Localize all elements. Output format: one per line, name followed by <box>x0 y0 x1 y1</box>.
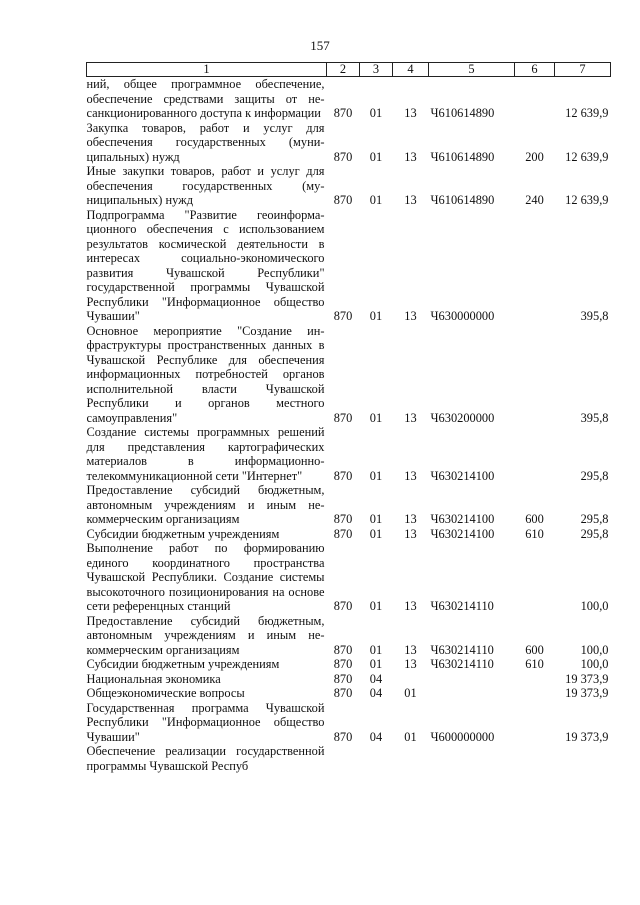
row-amount: 19 373,9 <box>565 686 609 700</box>
row-amount: 12 639,9 <box>565 106 609 120</box>
row-name: Иные закупки товаров, работ и услуг для обеспечения государственных (муниципальных) нужд <box>86 164 325 207</box>
row-name: Предоставление субсидий бюджетным, автономным учреждениям и иным некоммерческим организациям <box>86 483 325 526</box>
row-code-expense-type <box>515 208 555 324</box>
row-code-target <box>429 672 515 687</box>
row-name: Предоставление субсидий бюджетным, автономным учреждениям и иным некоммерческим организациям <box>86 613 325 657</box>
row-name: Основное мероприятие "Создание инфраструктуры пространственных данных в Чувашской Республике для обеспечения информационных потребностей органов исполнительной власти Чувашской Республики и органов местного самоуправления" <box>86 323 325 425</box>
row-code-subsection: 13 <box>404 657 417 671</box>
row-code-section: 01 <box>369 410 383 425</box>
page-number: 157 <box>310 38 330 53</box>
row-amount: 12 639,9 <box>565 193 609 207</box>
row-code-expense-type: 610 <box>525 657 544 671</box>
row-amount: 12 639,9 <box>565 149 609 164</box>
row-code-section: 01 <box>369 512 383 526</box>
row-code-target: Ч630200000 <box>430 410 495 425</box>
row-code-subsection: 13 <box>404 599 417 613</box>
table-body <box>87 77 611 774</box>
row-code-target: Ч630000000 <box>430 309 495 323</box>
row-name: Подпрограмма "Развитие геоинформационного обеспечения с использованием результатов космической деятельности в интересах социально-экономического развития Чувашской Республики" государственной программы Чувашской Республики "Информационное общество Чувашии" <box>86 207 325 323</box>
row-code-section: 04 <box>369 729 383 744</box>
row-amount: 295,8 <box>580 468 609 483</box>
row-code-ministry: 870 <box>333 642 353 657</box>
row-code-section: 01 <box>369 309 383 323</box>
row-code-ministry: 870 <box>333 599 353 613</box>
row-code-section: 01 <box>369 149 383 164</box>
row-code-subsection: 13 <box>404 526 417 541</box>
row-code-ministry: 870 <box>333 671 353 686</box>
row-name: Субсидии бюджетным учреждениям <box>86 657 280 671</box>
row-code-ministry: 870 <box>333 657 353 671</box>
row-code-ministry: 870 <box>333 729 353 744</box>
row-code-subsection <box>393 672 429 687</box>
table-row <box>87 672 611 687</box>
row-code-expense-type: 240 <box>525 193 544 207</box>
row-code-expense-type <box>515 425 555 483</box>
row-amount <box>555 744 611 773</box>
budget-table <box>86 62 611 773</box>
row-code-target: Ч610614890 <box>430 149 495 164</box>
row-code-expense-type <box>515 686 555 701</box>
row-amount: 395,8 <box>580 309 609 323</box>
table-row <box>87 701 611 745</box>
header-col-5: 5 <box>429 63 515 77</box>
row-code-section: 01 <box>369 193 383 207</box>
row-code-section: 01 <box>369 599 383 613</box>
row-code-expense-type <box>515 672 555 687</box>
table-header <box>87 63 611 77</box>
row-code-target <box>429 744 515 773</box>
row-name: Субсидии бюджетным учреждениям <box>86 526 280 541</box>
table-row <box>87 121 611 165</box>
row-code-subsection: 13 <box>404 410 417 425</box>
row-code-section: 04 <box>369 671 383 686</box>
row-code-subsection: 01 <box>404 686 417 700</box>
table-row <box>87 744 611 773</box>
table-row <box>87 527 611 542</box>
row-code-target: Ч630214100 <box>430 468 495 483</box>
row-code-subsection: 13 <box>404 149 417 164</box>
row-name: Обеспечение реализации государственной программы Чувашской Респуб <box>86 744 325 773</box>
row-code-expense-type: 200 <box>525 149 544 164</box>
row-name: ний, общее программное обеспечение, обеспечение средствами защиты от несанкционированного доступа к информации <box>86 77 325 120</box>
row-name: Создание системы программных решений для представления картографических материалов в информационно-телекоммуникационной сети "Интернет" <box>86 425 325 483</box>
table-row <box>87 657 611 672</box>
row-amount: 100,0 <box>580 642 609 657</box>
row-code-ministry: 870 <box>333 309 353 323</box>
row-code-expense-type <box>515 324 555 426</box>
row-code-ministry: 870 <box>333 686 353 700</box>
row-code-expense-type: 600 <box>525 512 544 526</box>
row-code-ministry: 870 <box>333 468 353 483</box>
header-col-4: 4 <box>393 63 429 77</box>
table-row <box>87 77 611 121</box>
row-code-ministry: 870 <box>333 106 353 120</box>
row-code-expense-type: 610 <box>525 526 544 541</box>
table-row <box>87 541 611 614</box>
row-code-target: Ч630214110 <box>430 642 494 657</box>
row-code-expense-type: 600 <box>525 642 544 657</box>
table-row <box>87 425 611 483</box>
row-code-subsection: 13 <box>404 468 417 483</box>
row-code-subsection: 13 <box>404 106 417 120</box>
row-code-section: 01 <box>369 468 383 483</box>
row-amount: 395,8 <box>580 410 609 425</box>
row-code-section: 04 <box>369 686 383 700</box>
row-code-section: 01 <box>369 106 383 120</box>
table-row <box>87 324 611 426</box>
header-col-3: 3 <box>360 63 393 77</box>
table-row <box>87 164 611 208</box>
header-col-7: 7 <box>555 63 611 77</box>
row-code-ministry: 870 <box>333 193 353 207</box>
row-code-target: Ч610614890 <box>430 106 495 120</box>
row-code-target: Ч630214110 <box>430 657 494 671</box>
row-name: Общеэкономические вопросы <box>86 686 245 700</box>
table-row <box>87 208 611 324</box>
row-code-subsection: 13 <box>404 309 417 323</box>
row-name: Национальная экономика <box>86 671 221 686</box>
row-code-ministry <box>327 744 360 773</box>
row-code-subsection: 13 <box>404 512 417 526</box>
row-code-ministry: 870 <box>333 149 353 164</box>
row-code-expense-type <box>515 701 555 745</box>
table-row <box>87 483 611 527</box>
row-code-subsection <box>393 744 429 773</box>
row-code-ministry: 870 <box>333 526 353 541</box>
row-code-section: 01 <box>369 526 383 541</box>
table-row <box>87 686 611 701</box>
row-code-section: 01 <box>369 642 383 657</box>
row-code-target <box>429 686 515 701</box>
row-code-subsection: 13 <box>404 193 417 207</box>
row-code-expense-type <box>515 744 555 773</box>
row-code-section <box>360 744 393 773</box>
row-code-section: 01 <box>369 657 383 671</box>
row-amount: 295,8 <box>580 526 609 541</box>
row-code-subsection: 01 <box>404 729 417 744</box>
row-amount: 19 373,9 <box>565 729 609 744</box>
row-name: Выполнение работ по формированию единого координатного пространства Чувашской Республики. Создание системы высокоточного позиционирования на основе сети референцных станций <box>86 541 325 613</box>
row-code-expense-type <box>515 541 555 614</box>
row-code-expense-type <box>515 77 555 121</box>
row-code-ministry: 870 <box>333 410 353 425</box>
row-code-target: Ч600000000 <box>430 729 495 744</box>
row-name: Государственная программа Чувашской Республики "Информационное общество Чувашии" <box>86 700 325 744</box>
row-amount: 100,0 <box>580 599 609 613</box>
row-amount: 19 373,9 <box>565 671 609 686</box>
row-code-target: Ч610614890 <box>430 193 495 207</box>
row-code-target: Ч630214100 <box>430 512 495 526</box>
row-code-target: Ч630214110 <box>430 599 494 613</box>
table-row <box>87 614 611 658</box>
header-col-2: 2 <box>327 63 360 77</box>
row-amount: 295,8 <box>580 512 609 526</box>
header-col-6: 6 <box>515 63 555 77</box>
row-amount: 100,0 <box>580 657 609 671</box>
header-row <box>87 63 611 77</box>
row-code-ministry: 870 <box>333 512 353 526</box>
header-col-1: 1 <box>87 63 327 77</box>
row-code-subsection: 13 <box>404 642 417 657</box>
row-name: Закупка товаров, работ и услуг для обеспечения государственных (муниципальных) нужд <box>86 120 325 164</box>
row-code-target: Ч630214100 <box>430 526 495 541</box>
